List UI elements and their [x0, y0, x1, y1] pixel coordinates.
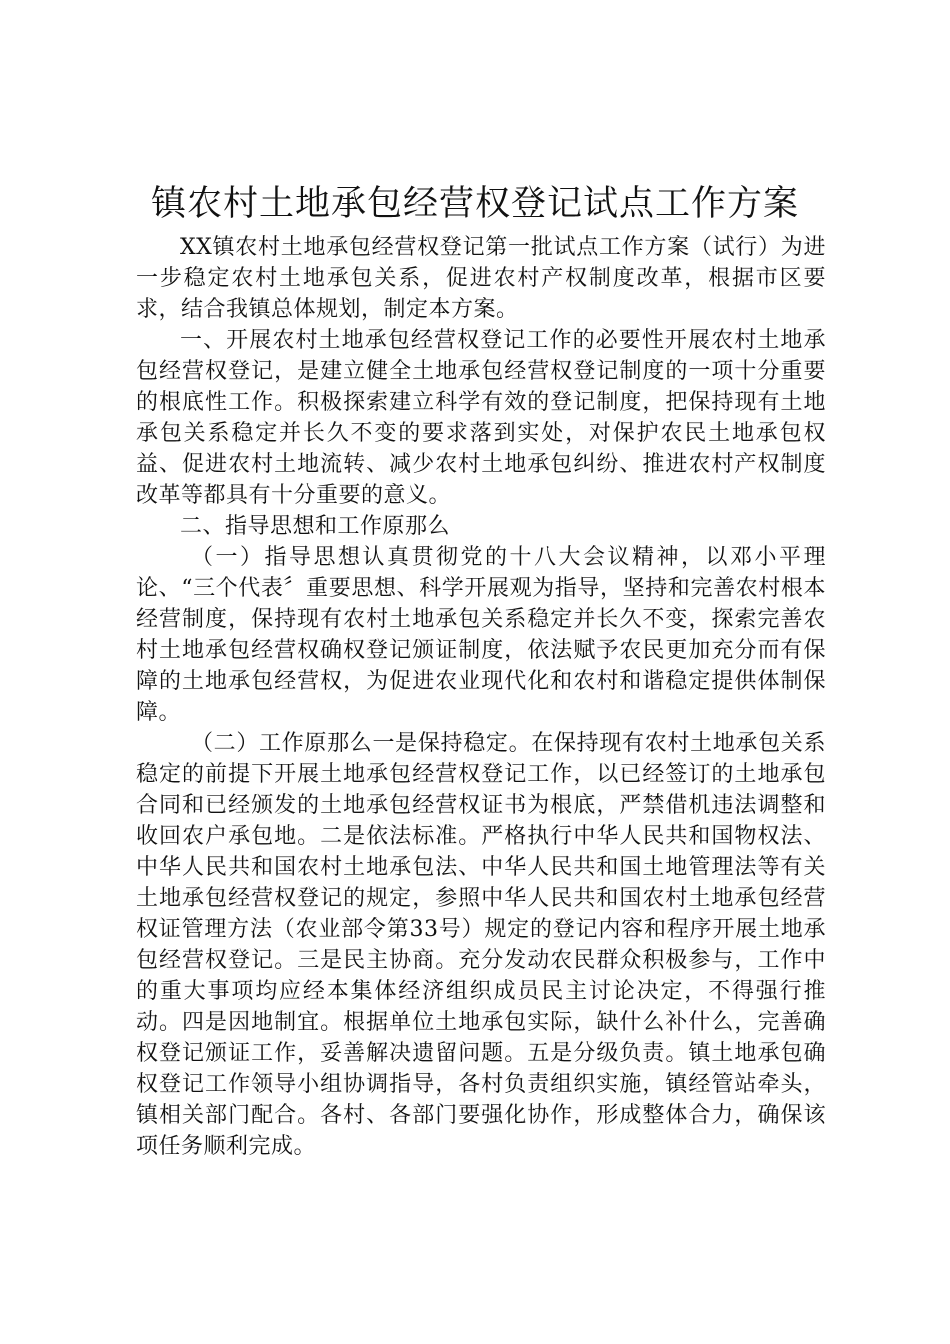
- section-two-heading: 二、指导思想和工作原那么: [180, 514, 451, 539]
- document-title: 镇农村土地承包经营权登记试点工作方案: [150, 184, 799, 224]
- document-body: [136, 232, 826, 1162]
- section-one-paragraph: 一、开展农村土地承包经营权登记工作的必要性开展农村土地承包经营权登记，是建立健全土地承包经营权登记制度的一项十分重要的根底性工作。积极探索建立科学有效的登记制度，把保持现有土地承包关系稳定并长久不变的要求落到实处，对保护农民土地承包权益、促进农村土地流转、减少农村土地承包纠纷、推进农村产权制度改革等都具有十分重要的意义。: [136, 328, 826, 508]
- intro-paragraph: XX镇农村土地承包经营权登记第一批试点工作方案（试行）为进一步稳定农村土地承包关系，促进农村产权制度改革，根据市区要求，结合我镇总体规划，制定本方案。: [136, 235, 826, 322]
- guiding-thought-paragraph: （一）指导思想认真贯彻党的十八大会议精神，以邓小平理论、“三个代表〞重要思想、科学开展观为指导，坚持和完善农村根本经营制度，保持现有农村土地承包关系稳定并长久不变，探索完善农村土地承包经营权确权登记颁证制度，依法赋予农民更加充分而有保障的土地承包经营权，为促进农业现代化和农村和谐稳定提供体制保障。: [136, 545, 826, 725]
- work-principles-paragraph: （二）工作原那么一是保持稳定。在保持现有农村土地承包关系稳定的前提下开展土地承包经营权登记工作，以已经签订的土地承包合同和已经颁发的土地承包经营权证书为根底，严禁借机违法调整和收回农户承包地。二是依法标准。严格执行中华人民共和国物权法、中华人民共和国农村土地承包法、中华人民共和国土地管理法等有关土地承包经营权登记的规定，参照中华人民共和国农村土地承包经营权证管理方法（农业部令第33号）规定的登记内容和程序开展土地承包经营权登记。三是民主协商。充分发动农民群众积极参与，工作中的重大事项均应经本集体经济组织成员民主讨论决定，不得强行推动。四是因地制宜。根据单位土地承包实际，缺什么补什么，完善确权登记颁证工作，妥善解决遗留问题。五是分级负责。镇土地承包确权登记工作领导小组协调指导，各村负责组织实施，镇经管站牵头，镇相关部门配合。各村、各部门要强化协作，形成整体合力，确保该项任务顺利完成。: [136, 731, 826, 1159]
